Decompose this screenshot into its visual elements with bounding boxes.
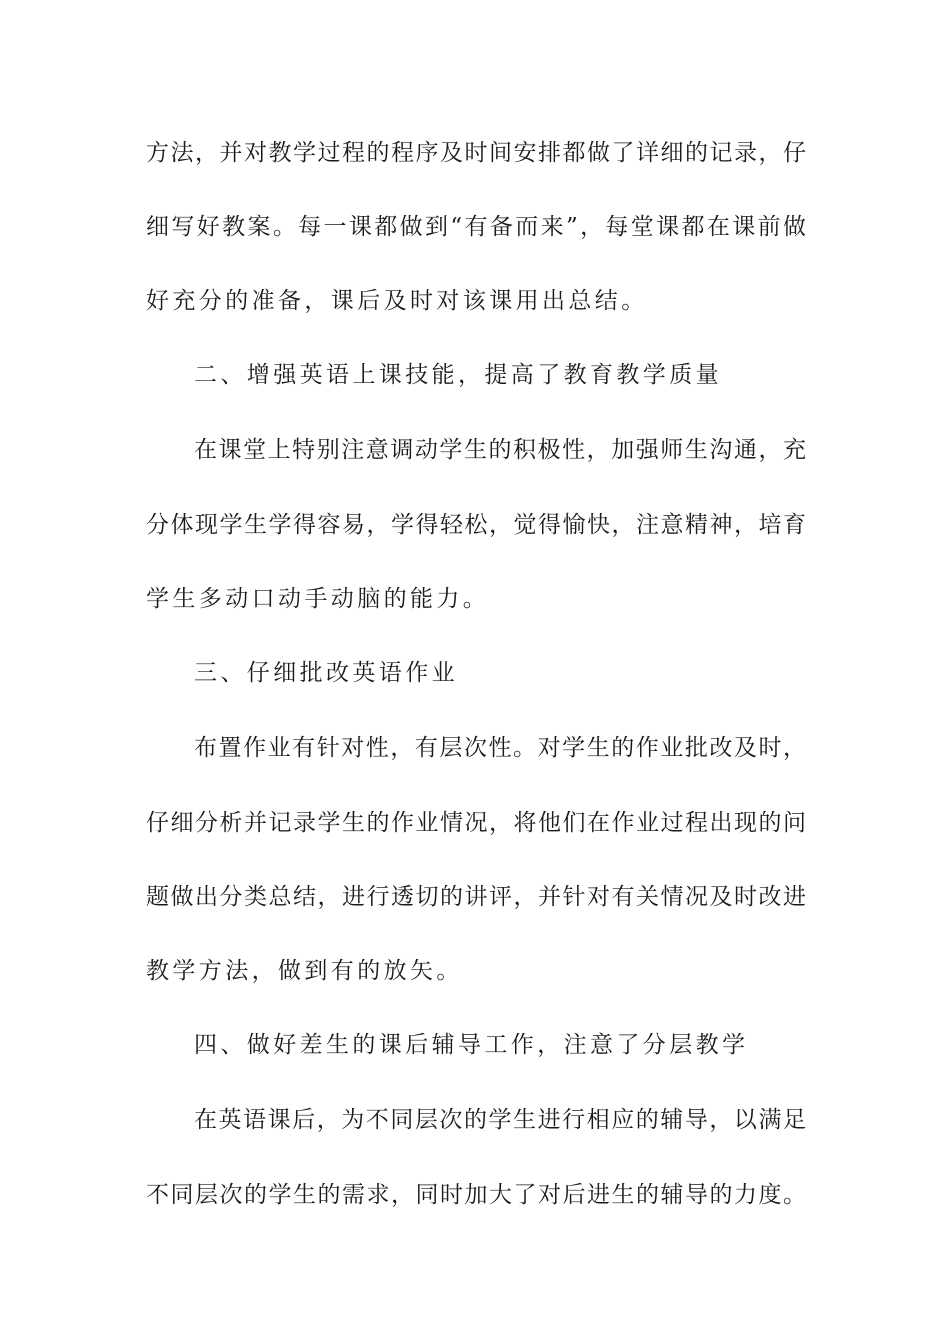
section-heading: 三、仔细批改英语作业 bbox=[194, 660, 458, 686]
paragraph-line: 题做出分类总结，进行透切的讲评，并针对有关情况及时改进 bbox=[146, 884, 806, 910]
paragraph-line: 布置作业有针对性，有层次性。对学生的作业批改及时， bbox=[194, 735, 806, 761]
paragraph-line: 在英语课后，为不同层次的学生进行相应的辅导，以满足 bbox=[194, 1107, 806, 1133]
paragraph-line: 在课堂上特别注意调动学生的积极性，加强师生沟通，充 bbox=[194, 437, 806, 463]
section-heading: 二、增强英语上课技能，提高了教育教学质量 bbox=[194, 362, 722, 388]
paragraph-line: 分体现学生学得容易，学得轻松，觉得愉快，注意精神，培育 bbox=[146, 512, 806, 538]
paragraph-line: 好充分的准备，课后及时对该课用出总结。 bbox=[146, 288, 648, 314]
paragraph-line: 不同层次的学生的需求，同时加大了对后进生的辅导的力度。 bbox=[146, 1182, 806, 1208]
paragraph-line: 学生多动口动手动脑的能力。 bbox=[146, 586, 490, 612]
paragraph-line: 教学方法，做到有的放矢。 bbox=[146, 958, 463, 984]
paragraph-line: 方法，并对教学过程的程序及时间安排都做了详细的记录，仔 bbox=[146, 140, 806, 166]
paragraph-line: 仔细分析并记录学生的作业情况，将他们在作业过程出现的问 bbox=[146, 810, 806, 836]
section-heading: 四、做好差生的课后辅导工作，注意了分层教学 bbox=[194, 1032, 749, 1058]
paragraph-line: 细写好教案。每一课都做到“有备而来”，每堂课都在课前做 bbox=[146, 214, 806, 240]
